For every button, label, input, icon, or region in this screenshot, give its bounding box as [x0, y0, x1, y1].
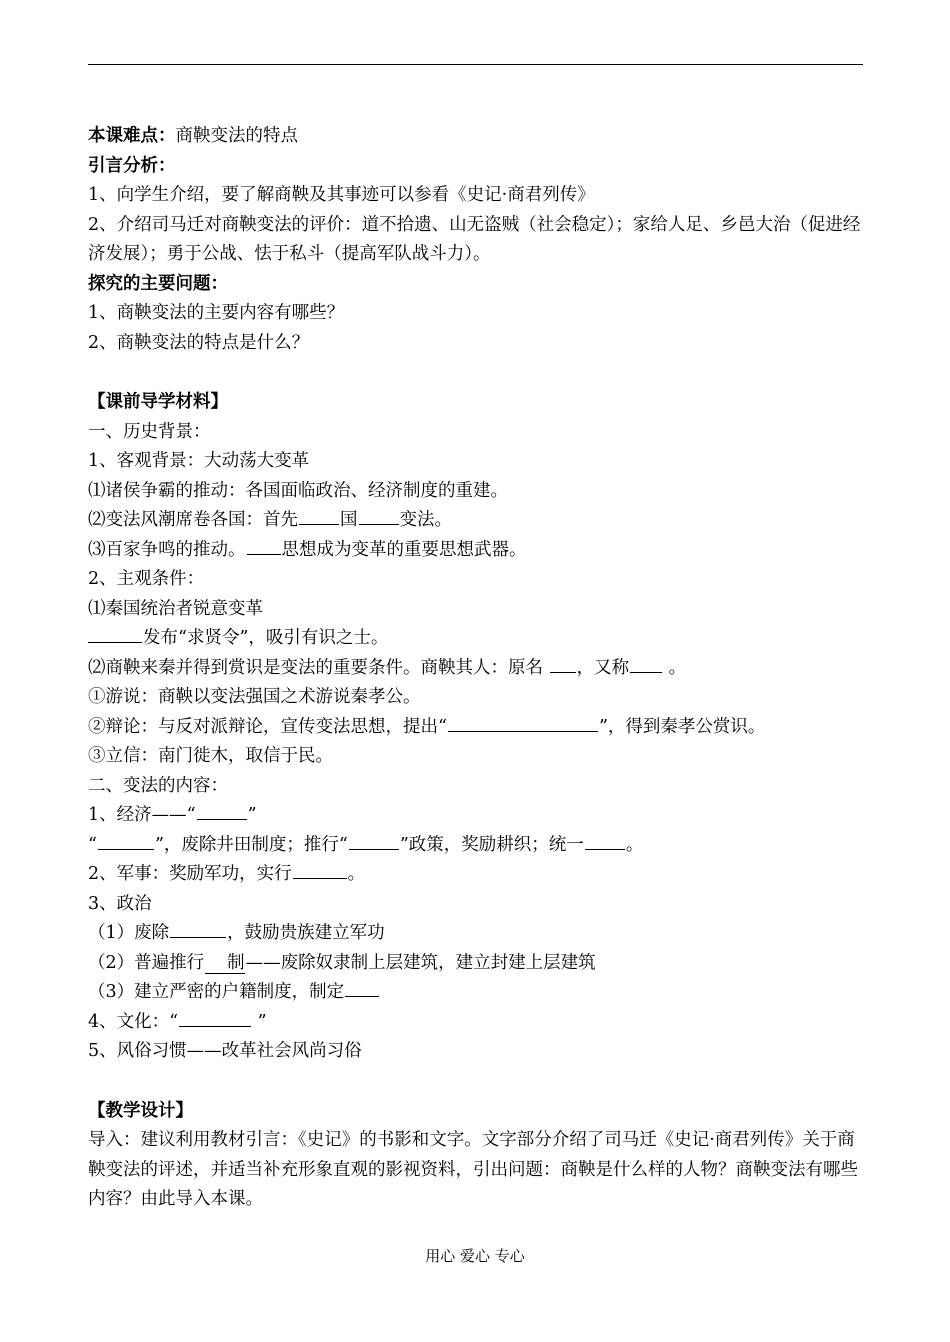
blank [98, 831, 154, 850]
politics-3 [88, 978, 868, 1008]
question-1: 1、商鞅变法的主要内容有哪些？ [88, 303, 345, 323]
subjective-conditions: 2、主观条件： [88, 569, 205, 589]
economy-text-b: ” [247, 805, 257, 825]
condition-2-text-b: ，又称 [576, 657, 630, 678]
blank [299, 506, 339, 525]
blank [197, 801, 247, 820]
difficulty-line [88, 122, 868, 152]
blank [349, 831, 399, 850]
politics-1-text-b: ，鼓励贵族建立军功 [227, 923, 385, 943]
military-line [88, 860, 868, 890]
politics-line: 3、政治 [88, 893, 152, 914]
condition-1b-text: 发布“求贤令”，吸引有识之士。 [143, 628, 389, 648]
point-1: ⑴诸侯争霸的推动：各国面临政治、经济制度的重建。 [88, 480, 508, 501]
condition-1: ⑴秦国统治者锐意变革 [88, 598, 263, 619]
difficulty-label: 本课难点： [88, 126, 176, 146]
objective-background: 1、客观背景：大动荡大变革 [88, 451, 310, 471]
underlined-system: 制 [205, 953, 245, 974]
economy-detail-d: 。 [625, 834, 644, 855]
condition-2-text-a: ⑵商鞅来秦并得到赏识是变法的重要条件。商鞅其人：原名 [88, 657, 543, 678]
politics-1-text-a: （1）废除 [88, 923, 170, 943]
document-body [88, 122, 868, 1215]
condition-2-text-c: 。 [668, 657, 687, 678]
economy-detail-c: ”政策，奖励耕织；统一 [399, 834, 584, 855]
culture-text-a: 4、文化：“ [88, 1011, 179, 1032]
culture-line [88, 1008, 868, 1038]
question-2: 2、商鞅变法的特点是什么？ [88, 332, 310, 353]
teaching-text: 导入：建议利用教材引言：《史记》的书影和文字。文字部分介绍了司马迁《史记·商君列传》关于商鞅变法的评述，并适当补充形象直观的影视资料，引出问题：商鞅是什么样的人物？商鞅变法有哪些内容？由此导入本课。 [88, 1130, 858, 1209]
condition-1b [88, 624, 868, 654]
teaching-heading: 【教学设计】 [88, 1100, 193, 1121]
page-footer: 用心 爱心 专心 [425, 1247, 525, 1265]
intro-item-1: 1、向学生介绍，要了解商鞅及其事迹可以参看《史记·商君列传》 [88, 185, 595, 205]
politics-3-text-a: （3）建立严密的户籍制度，制定 [88, 982, 345, 1002]
blank [345, 978, 379, 997]
section-2-title: 二、变法的内容： [88, 775, 228, 796]
economy-detail-a: “ [88, 834, 97, 855]
intro-item-2: 2、介绍司马迁对商鞅变法的评价：道不拾遗、山无盗贼（社会稳定）；家给人足、乡邑大治（促进经济发展）；勇于公战、怯于私斗（提高军队战斗力）。 [88, 214, 861, 264]
blank [630, 654, 662, 673]
blank [170, 919, 226, 938]
debate-text-a: ②辩论：与反对派辩论，宣传变法思想，提出“ [88, 716, 447, 737]
debate-item [88, 713, 868, 743]
military-text-b: 。 [347, 864, 366, 884]
blank [585, 831, 625, 850]
difficulty-text: 商鞅变法的特点 [175, 126, 298, 146]
point-3-text-b: 思想成为变革的重要思想武器。 [281, 539, 527, 560]
point-2-text-b: 国 [340, 510, 358, 530]
blank [247, 536, 281, 555]
politics-2 [88, 949, 868, 979]
blank [179, 1008, 251, 1027]
spacer [88, 358, 868, 388]
economy-detail [88, 831, 868, 861]
point-2-text-a: ⑵变法风潮席卷各国：首先 [88, 510, 298, 530]
pre-study-heading: 【课前导学材料】 [88, 392, 228, 412]
blank [550, 654, 576, 673]
point-3 [88, 536, 868, 566]
lobby-item: ①游说：商鞅以变法强国之术游说秦孝公。 [88, 687, 421, 707]
customs-line: 5、风俗习惯——改革社会风尚习俗 [88, 1041, 362, 1061]
culture-text-b: ” [257, 1011, 267, 1032]
condition-2 [88, 654, 868, 684]
credibility-item: ③立信：南门徙木，取信于民。 [88, 746, 333, 766]
economy-line [88, 801, 868, 831]
economy-detail-b: ”，废除井田制度；推行“ [154, 834, 348, 855]
intro-heading: 引言分析： [88, 155, 176, 176]
military-text-a: 2、军事：奖励军功，实行 [88, 864, 292, 884]
economy-text-a: 1、经济——“ [88, 805, 196, 825]
blank [88, 624, 142, 643]
politics-2-text-b: ——废除奴隶制上层建筑，建立封建上层建筑 [245, 952, 596, 973]
blank [293, 860, 347, 879]
politics-1 [88, 919, 868, 949]
point-2-text-c: 变法。 [399, 510, 452, 530]
questions-heading: 探究的主要问题： [88, 273, 228, 294]
politics-2-text-a: （2）普遍推行 [88, 952, 205, 973]
header-rule [88, 64, 863, 65]
debate-text-b: ”，得到秦孝公赏识。 [598, 716, 766, 737]
section-1-title: 一、历史背景： [88, 421, 211, 442]
point-2 [88, 506, 868, 536]
blank [359, 506, 399, 525]
blank [448, 713, 598, 732]
point-3-text-a: ⑶百家争鸣的推动。 [88, 539, 246, 560]
spacer [88, 1067, 868, 1097]
